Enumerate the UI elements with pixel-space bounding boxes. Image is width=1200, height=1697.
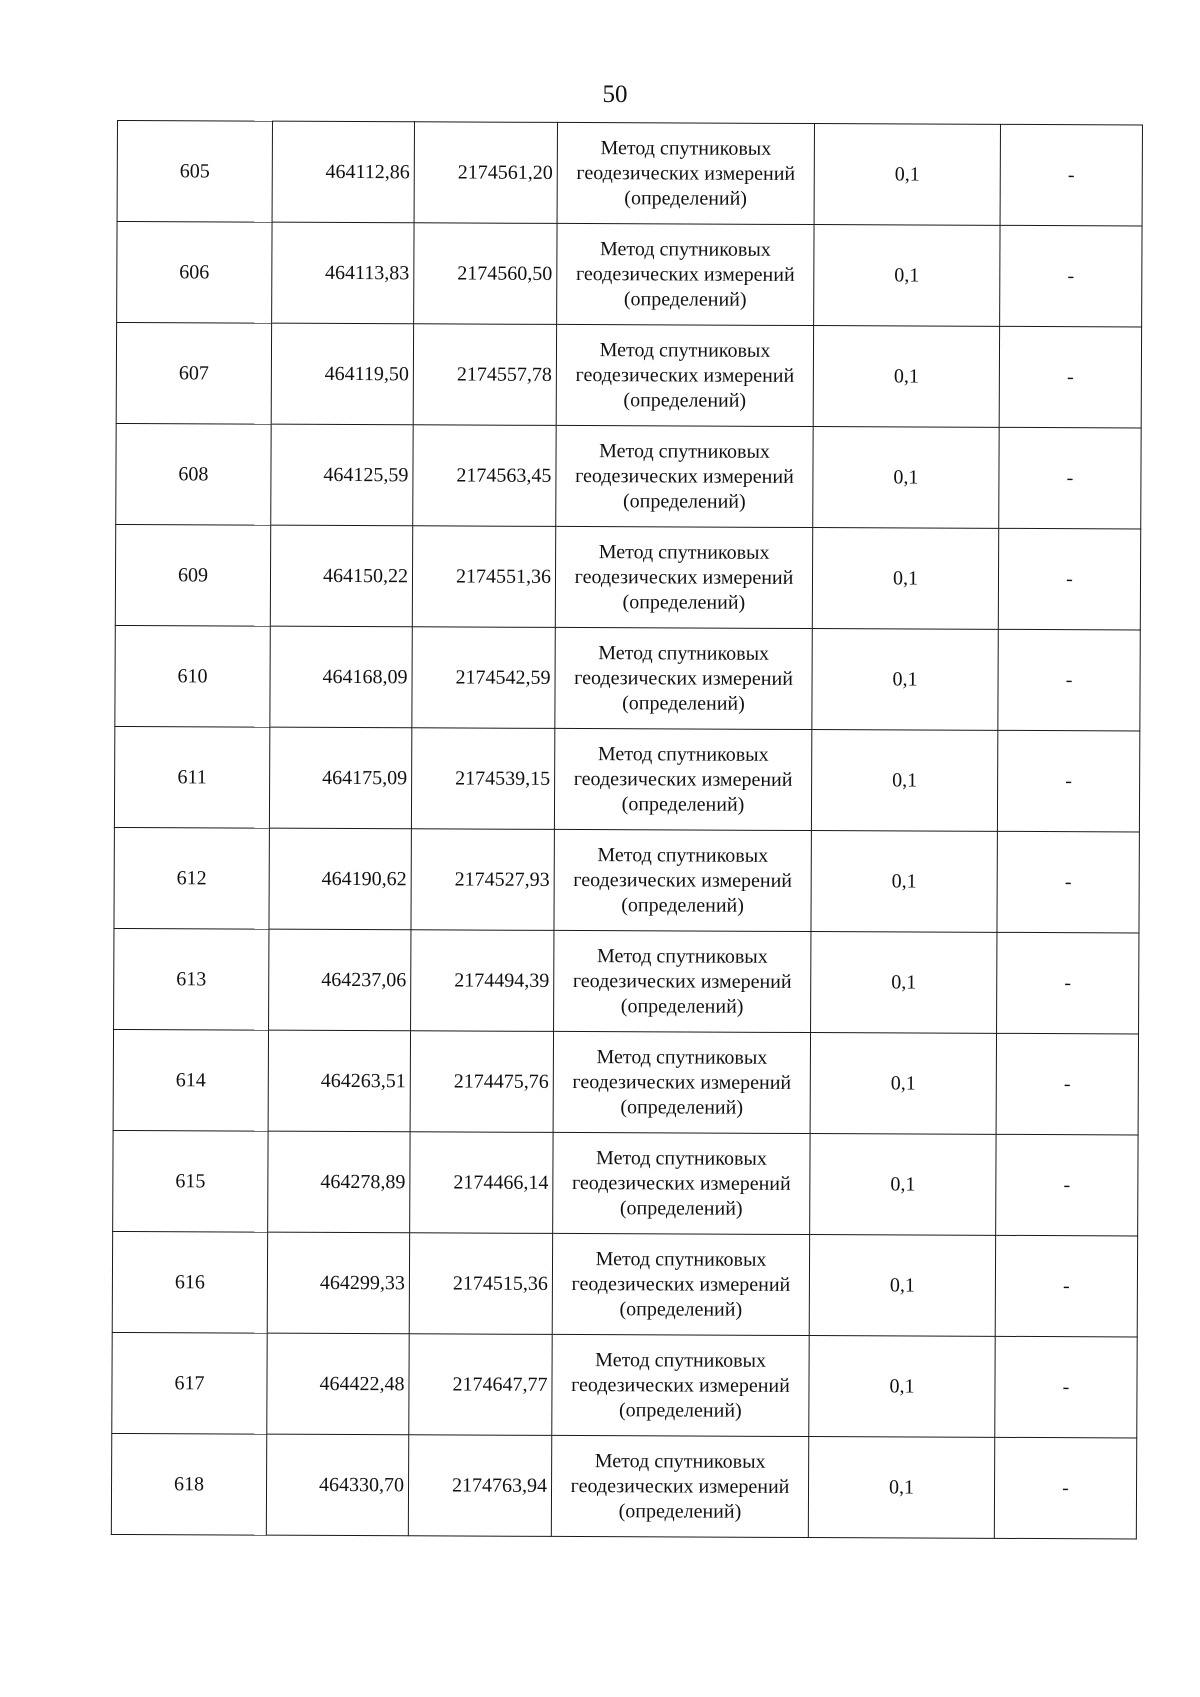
x-coordinate-cell: 464237,06 xyxy=(269,929,411,1031)
note-cell: - xyxy=(997,831,1139,933)
y-coordinate-cell: 2174551,36 xyxy=(412,526,555,628)
x-coordinate-cell: 464175,09 xyxy=(269,727,411,829)
x-coordinate-cell: 464190,62 xyxy=(269,828,411,930)
accuracy-cell: 0,1 xyxy=(810,1134,996,1236)
method-line-1: Метод спутниковых xyxy=(596,1146,767,1170)
accuracy-cell: 0,1 xyxy=(812,629,998,731)
point-number-cell: 617 xyxy=(112,1332,267,1434)
method-line-2: геодезических измерений xyxy=(571,1171,791,1195)
y-coordinate-cell: 2174560,50 xyxy=(414,223,557,325)
point-number-cell: 614 xyxy=(113,1029,268,1131)
point-number-cell: 608 xyxy=(116,423,271,525)
point-number-cell: 611 xyxy=(114,726,269,828)
point-number-cell: 610 xyxy=(115,625,270,727)
accuracy-cell: 0,1 xyxy=(809,1336,995,1438)
accuracy-cell: 0,1 xyxy=(811,932,997,1034)
method-line-1: Метод спутниковых xyxy=(600,136,772,160)
method-line-2: геодезических измерений xyxy=(572,969,792,993)
table-row xyxy=(115,625,1140,730)
coordinates-table xyxy=(111,120,1143,1539)
method-line-1: Метод спутниковых xyxy=(598,641,770,665)
method-line-3: (определений) xyxy=(619,1297,743,1321)
accuracy-cell: 0,1 xyxy=(813,427,999,529)
method-line-3: (определений) xyxy=(618,1499,742,1523)
method-cell xyxy=(553,1031,810,1133)
method-line-1: Метод спутниковых xyxy=(599,439,770,463)
method-line-1: Метод спутниковых xyxy=(596,1045,768,1069)
method-line-2: геодезических измерений xyxy=(575,363,795,387)
accuracy-cell: 0,1 xyxy=(809,1235,995,1337)
method-line-2: геодезических измерений xyxy=(574,666,793,690)
point-number-cell: 612 xyxy=(114,827,269,929)
method-cell xyxy=(553,1132,810,1234)
method-line-3: (определений) xyxy=(619,1196,743,1220)
table-row xyxy=(115,524,1140,629)
method-line-3: (определений) xyxy=(622,489,746,513)
table-row xyxy=(117,222,1142,327)
note-cell: - xyxy=(1000,124,1142,226)
y-coordinate-cell: 2174561,20 xyxy=(414,122,557,224)
page-number: 50 xyxy=(602,81,628,108)
table-row xyxy=(112,1231,1137,1336)
method-line-2: геодезических измерений xyxy=(575,262,795,286)
method-line-1: Метод спутниковых xyxy=(597,843,769,867)
table-row xyxy=(116,323,1141,428)
method-line-3: (определений) xyxy=(623,388,747,412)
point-number-cell: 606 xyxy=(117,222,272,324)
y-coordinate-cell: 2174475,76 xyxy=(410,1031,553,1133)
accuracy-cell: 0,1 xyxy=(814,225,1000,327)
method-cell xyxy=(552,1233,809,1335)
y-coordinate-cell: 2174647,77 xyxy=(409,1334,552,1436)
accuracy-cell: 0,1 xyxy=(811,831,997,933)
table-row xyxy=(114,827,1139,932)
accuracy-cell: 0,1 xyxy=(813,326,999,428)
note-cell: - xyxy=(998,528,1140,630)
note-cell: - xyxy=(994,1437,1136,1539)
method-line-3: (определений) xyxy=(620,994,744,1018)
method-line-2: геодезических измерений xyxy=(575,464,794,488)
method-line-1: Метод спутниковых xyxy=(599,338,771,362)
method-cell xyxy=(555,526,812,628)
accuracy-cell: 0,1 xyxy=(812,528,998,630)
table-row xyxy=(112,1332,1137,1437)
method-line-1: Метод спутниковых xyxy=(595,1247,767,1271)
method-line-1: Метод спутниковых xyxy=(598,540,770,564)
note-cell: - xyxy=(997,932,1139,1034)
note-cell: - xyxy=(995,1336,1137,1438)
table-row xyxy=(114,726,1139,831)
point-number-cell: 609 xyxy=(115,524,270,626)
note-cell: - xyxy=(996,1033,1138,1135)
table-row xyxy=(113,1130,1138,1235)
method-line-3: (определений) xyxy=(620,1095,744,1119)
method-line-2: геодезических измерений xyxy=(572,1070,792,1094)
table-row xyxy=(114,928,1139,1033)
method-line-2: геодезических измерений xyxy=(571,1373,790,1397)
point-number-cell: 605 xyxy=(117,121,272,223)
y-coordinate-cell: 2174763,94 xyxy=(408,1435,551,1537)
y-coordinate-cell: 2174527,93 xyxy=(411,829,554,931)
x-coordinate-cell: 464168,09 xyxy=(270,626,412,728)
table-row xyxy=(116,423,1141,528)
x-coordinate-cell: 464119,50 xyxy=(271,323,413,425)
method-line-3: (определений) xyxy=(621,893,744,917)
note-cell: - xyxy=(995,1235,1137,1337)
method-line-3: (определений) xyxy=(621,792,745,816)
accuracy-cell: 0,1 xyxy=(811,730,997,832)
table-row xyxy=(111,1433,1136,1538)
method-cell xyxy=(557,122,814,224)
y-coordinate-cell: 2174563,45 xyxy=(413,425,556,527)
method-cell xyxy=(551,1435,808,1537)
method-line-1: Метод спутниковых xyxy=(596,944,768,968)
method-line-1: Метод спутниковых xyxy=(600,237,771,261)
x-coordinate-cell: 464113,83 xyxy=(272,222,414,324)
note-cell: - xyxy=(999,326,1141,428)
point-number-cell: 616 xyxy=(112,1231,267,1333)
point-number-cell: 615 xyxy=(113,1130,268,1232)
table-row xyxy=(117,121,1142,226)
x-coordinate-cell: 464330,70 xyxy=(266,1434,408,1536)
note-cell: - xyxy=(1000,225,1142,327)
x-coordinate-cell: 464150,22 xyxy=(270,525,412,627)
point-number-cell: 618 xyxy=(111,1433,266,1535)
point-number-cell: 607 xyxy=(116,323,271,425)
method-line-2: геодезических измерений xyxy=(570,1474,790,1498)
y-coordinate-cell: 2174466,14 xyxy=(410,1132,553,1234)
accuracy-cell: 0,1 xyxy=(808,1437,994,1539)
y-coordinate-cell: 2174494,39 xyxy=(411,930,554,1032)
method-line-2: геодезических измерений xyxy=(573,767,793,791)
method-cell xyxy=(554,829,811,931)
y-coordinate-cell: 2174515,36 xyxy=(409,1233,552,1335)
method-cell xyxy=(554,930,811,1032)
method-cell xyxy=(556,324,813,426)
coordinates-table-body xyxy=(111,121,1142,1539)
method-line-1: Метод спутниковых xyxy=(594,1449,766,1473)
method-cell xyxy=(554,728,811,830)
y-coordinate-cell: 2174557,78 xyxy=(413,324,556,426)
method-line-2: геодезических измерений xyxy=(573,868,793,892)
method-line-3: (определений) xyxy=(624,186,748,210)
note-cell: - xyxy=(998,629,1140,731)
x-coordinate-cell: 464422,48 xyxy=(267,1333,409,1435)
method-line-3: (определений) xyxy=(622,691,745,715)
method-line-3: (определений) xyxy=(623,287,747,311)
point-number-cell: 613 xyxy=(114,928,269,1030)
method-line-3: (определений) xyxy=(619,1398,742,1422)
method-line-2: геодезических измерений xyxy=(576,161,796,185)
method-cell xyxy=(555,627,812,729)
accuracy-cell: 0,1 xyxy=(814,124,1000,226)
method-line-2: геодезических измерений xyxy=(571,1272,791,1296)
x-coordinate-cell: 464278,89 xyxy=(268,1131,410,1233)
note-cell: - xyxy=(996,1134,1138,1236)
y-coordinate-cell: 2174542,59 xyxy=(412,627,555,729)
note-cell: - xyxy=(999,427,1141,529)
method-cell xyxy=(552,1334,809,1436)
method-line-1: Метод спутниковых xyxy=(595,1348,767,1372)
note-cell: - xyxy=(997,730,1139,832)
method-cell xyxy=(557,223,814,325)
method-line-1: Метод спутниковых xyxy=(597,742,769,766)
x-coordinate-cell: 464112,86 xyxy=(272,121,414,223)
accuracy-cell: 0,1 xyxy=(810,1033,996,1135)
method-line-3: (определений) xyxy=(622,590,746,614)
table-row xyxy=(113,1029,1138,1134)
method-line-2: геодезических измерений xyxy=(574,565,794,589)
method-cell xyxy=(556,425,813,527)
x-coordinate-cell: 464299,33 xyxy=(267,1232,409,1334)
x-coordinate-cell: 464125,59 xyxy=(271,424,413,526)
x-coordinate-cell: 464263,51 xyxy=(268,1030,410,1132)
y-coordinate-cell: 2174539,15 xyxy=(411,728,554,830)
